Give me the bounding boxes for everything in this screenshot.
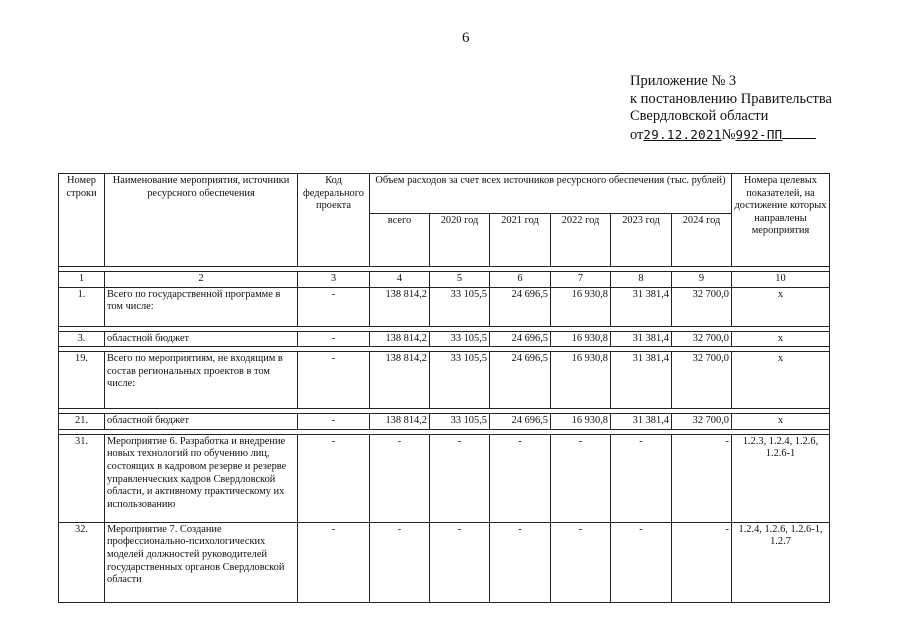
row-name: Всего по государственной программе в том числе: [105,287,298,326]
row-2021: 24 696,5 [490,352,551,409]
row-2024: - [672,434,732,522]
row-2023: - [611,434,672,522]
row-total: 138 814,2 [370,331,430,347]
column-number: 4 [370,272,430,288]
row-2021: 24 696,5 [490,414,551,430]
header-2024: 2024 год [672,214,732,267]
header-2021: 2021 год [490,214,551,267]
column-number: 6 [490,272,551,288]
header-2022: 2022 год [551,214,611,267]
row-code: - [298,434,370,522]
row-code: - [298,287,370,326]
header-row-1 [59,174,830,214]
annex-date-line [630,126,832,145]
budget-table [58,173,830,603]
row-total: - [370,522,430,602]
row-2021: - [490,434,551,522]
column-number: 2 [105,272,298,288]
row-2021: - [490,522,551,602]
row-2022: - [551,522,611,602]
annex-line-2: к постановлению Правительства [630,90,832,107]
table-row [59,414,830,430]
date-prefix: от [630,126,644,143]
row-2023: 31 381,4 [611,331,672,347]
row-name: Всего по мероприятиям, не входящим в состав региональных проектов в том числе: [105,352,298,409]
row-2024: 32 700,0 [672,414,732,430]
row-2023: 31 381,4 [611,352,672,409]
row-2020: 33 105,5 [430,414,490,430]
column-number: 7 [551,272,611,288]
row-2023: 31 381,4 [611,414,672,430]
column-number: 1 [59,272,105,288]
row-2021: 24 696,5 [490,287,551,326]
row-2020: - [430,522,490,602]
row-2022: 16 930,8 [551,352,611,409]
row-number: 1. [59,287,105,326]
row-number: 3. [59,331,105,347]
row-total: - [370,434,430,522]
row-total: 138 814,2 [370,352,430,409]
header-expenses: Объем расходов за счет всех источников ресурсного обеспечения (тыс. рублей) [370,174,732,214]
table-row [59,434,830,522]
row-targets: х [732,414,830,430]
column-number-row [59,272,830,288]
row-2023: 31 381,4 [611,287,672,326]
row-total: 138 814,2 [370,414,430,430]
row-2023: - [611,522,672,602]
row-2022: 16 930,8 [551,331,611,347]
row-2020: 33 105,5 [430,331,490,347]
row-number: 31. [59,434,105,522]
row-code: - [298,522,370,602]
header-2023: 2023 год [611,214,672,267]
row-targets: х [732,331,830,347]
row-2020: - [430,434,490,522]
header-name: Наименование мероприятия, источники ресурсного обеспечения [105,174,298,267]
header-row-number: Номер строки [59,174,105,267]
header-targets: Номера целевых показателей, на достижение которых направлены мероприятия [732,174,830,267]
row-targets: х [732,287,830,326]
column-number: 8 [611,272,672,288]
row-2020: 33 105,5 [430,287,490,326]
resolution-date: 29.12.2021 [643,126,722,142]
column-number: 5 [430,272,490,288]
row-name: областной бюджет [105,331,298,347]
table-row [59,522,830,602]
row-2024: 32 700,0 [672,287,732,326]
row-2022: - [551,434,611,522]
row-targets: х [732,352,830,409]
row-number: 32. [59,522,105,602]
table-row [59,331,830,347]
row-2024: - [672,522,732,602]
row-code: - [298,414,370,430]
row-code: - [298,352,370,409]
row-2022: 16 930,8 [551,287,611,326]
header-project-code: Код федерального проекта [298,174,370,267]
row-name: областной бюджет [105,414,298,430]
row-2024: 32 700,0 [672,352,732,409]
underline-trail [782,126,816,139]
resolution-number: 992-ПП [735,126,783,142]
row-2024: 32 700,0 [672,331,732,347]
table-row [59,287,830,326]
row-targets: 1.2.3, 1.2.4, 1.2.6, 1.2.6-1 [732,434,830,522]
row-name: Мероприятие 7. Создание профессионально-психологических моделей должностей руководителей государственных органов Свердловской области [105,522,298,602]
column-number: 10 [732,272,830,288]
header-2020: 2020 год [430,214,490,267]
row-2020: 33 105,5 [430,352,490,409]
row-number: 19. [59,352,105,409]
row-name: Мероприятие 6. Разработка и внедрение новых технологий по обучению лиц, состоящих в кадровом резерве и резерве управленческих кадров Свердловской области, и активному практическому их использованию [105,434,298,522]
column-number: 3 [298,272,370,288]
table-row [59,352,830,409]
row-total: 138 814,2 [370,287,430,326]
header-total: всего [370,214,430,267]
annex-header [630,73,832,144]
row-2021: 24 696,5 [490,331,551,347]
annex-title: Приложение № 3 [630,73,737,89]
row-targets: 1.2.4, 1.2.6, 1.2.6-1, 1.2.7 [732,522,830,602]
row-number: 21. [59,414,105,430]
row-code: - [298,331,370,347]
number-prefix: № [721,126,736,143]
column-number: 9 [672,272,732,288]
page-number: 6 [462,30,470,46]
annex-line-3: Свердловской области [630,108,769,124]
row-2022: 16 930,8 [551,414,611,430]
